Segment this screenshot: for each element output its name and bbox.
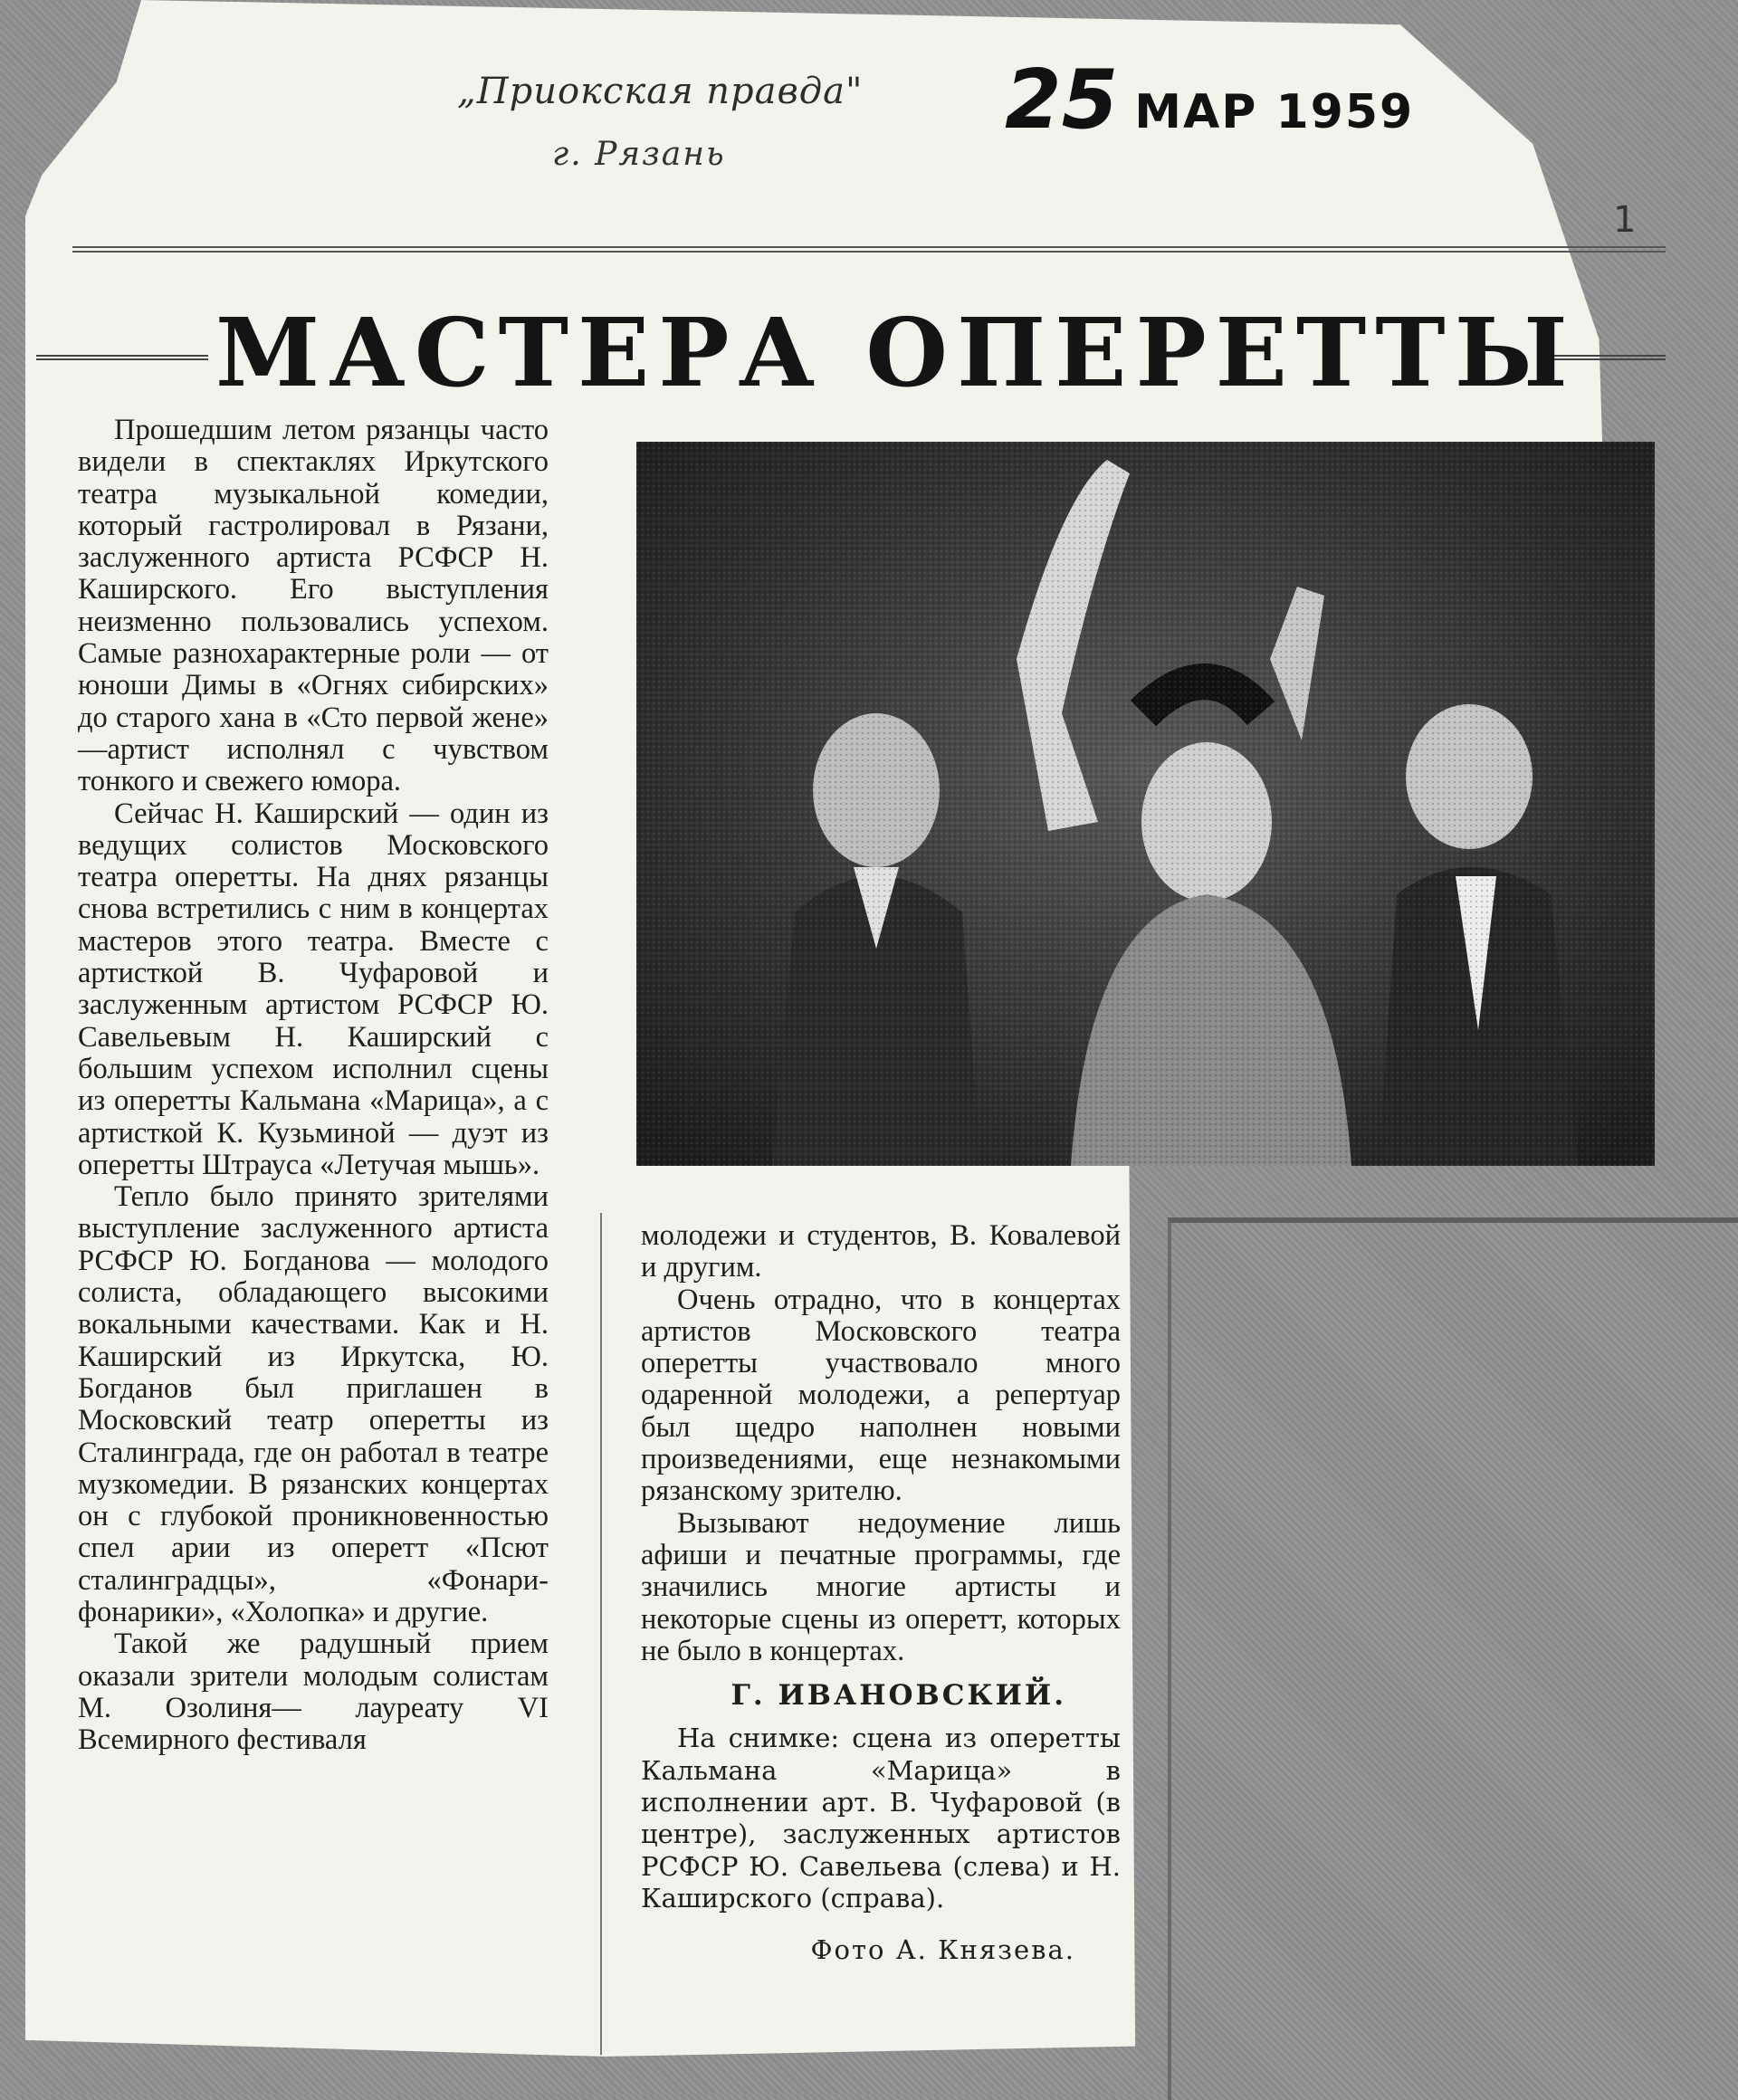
paragraph: Очень отрадно, что в концертах артистов Московского театра оперетты участвовало много одаренной молодежи, а репертуар был щедро наполнен новыми произведениями, еще незнакомыми рязанскому зрителю.: [641, 1283, 1121, 1508]
article-column-1: [78, 415, 549, 1756]
newspaper-city: г. Рязань: [552, 136, 726, 173]
paragraph: Тепло было принято зрителями выступление заслуженного артиста РСФСР Ю. Богданова — молодого солиста, обладающего высокими вокальными качествами. Как и Н. Каширский из Иркутска, Ю. Богданов был приглашен в Московский театр оперетты из Сталинграда, где он работал в театре музкомедии. В рязанских концертах он с глубокой проникновенностью спел арии из оперетт «Псют сталинградцы», «Фонари- фонарики», «Холопка» и другие.: [78, 1180, 549, 1628]
photo-image: [636, 442, 1655, 1166]
headline-rule-left: [36, 355, 208, 360]
date-stamp-day: 25: [1005, 52, 1119, 148]
paragraph: Прошедшим летом рязанцы часто видели в спектаклях Иркутского театра музыкальной комедии, который гастролировал в Рязани, заслуженного артиста РСФСР Н. Каширского. Его выступления неизменно пользовались успехом. Самые разнохарактерные роли — от юноши Димы в «Огнях сибирских» до старого хана в «Сто первой жене» —артист исполнял с чувством тонкого и свежего юмора.: [78, 414, 549, 798]
date-stamp-month-year: МАР 1959: [1134, 85, 1415, 139]
photo-caption: На снимке: сцена из оперетты Кальмана «Марица» в исполнении арт. В. Чуфаровой (в центре), заслуженных артистов РСФСР Ю. Савельева (слева) и Н. Каширского (справа).: [641, 1723, 1121, 1914]
article-photo: [636, 442, 1655, 1166]
paragraph: молодежи и студентов, В. Ковалевой и другим.: [641, 1219, 1121, 1284]
paragraph: Сейчас Н. Каширский — один из ведущих солистов Московского театра оперетты. На днях рязанцы снова встретились с ним в концертах мастеров этого театра. Вместе с артисткой В. Чуфаровой и заслуженным артистом РСФСР Ю. Савельевым Н. Каширский с большим успехом исполнил сцены из оперетты Кальмана «Марица», а с артисткой К. Кузьминой — дуэт из оперетты Штрауса «Летучая мышь».: [78, 797, 549, 1181]
background-cutaway: [1168, 1217, 1738, 2100]
page-mark: 1: [1613, 199, 1637, 241]
date-stamp: [1005, 52, 1414, 148]
article-byline: Г. ИВАНОВСКИЙ.: [731, 1679, 1066, 1713]
paragraph: Такой же радушный прием оказали зрители молодым солистам М. Озолиня— лауреату VI Всемирного фестиваля: [78, 1628, 549, 1757]
top-rule: [72, 246, 1666, 253]
column-divider: [600, 1213, 602, 2055]
photo-credit: Фото А. Князева.: [810, 1934, 1075, 1966]
newspaper-name: „Приокская правда": [457, 71, 864, 112]
paragraph: Вызывают недоумение лишь афиши и печатные программы, где значились многие артисты и некоторые сцены из оперетт, которых не было в концертах.: [641, 1506, 1121, 1667]
article-column-2: [641, 1220, 1121, 1967]
article-headline: МАСТЕРА ОПЕРЕТТЫ: [215, 297, 1577, 408]
